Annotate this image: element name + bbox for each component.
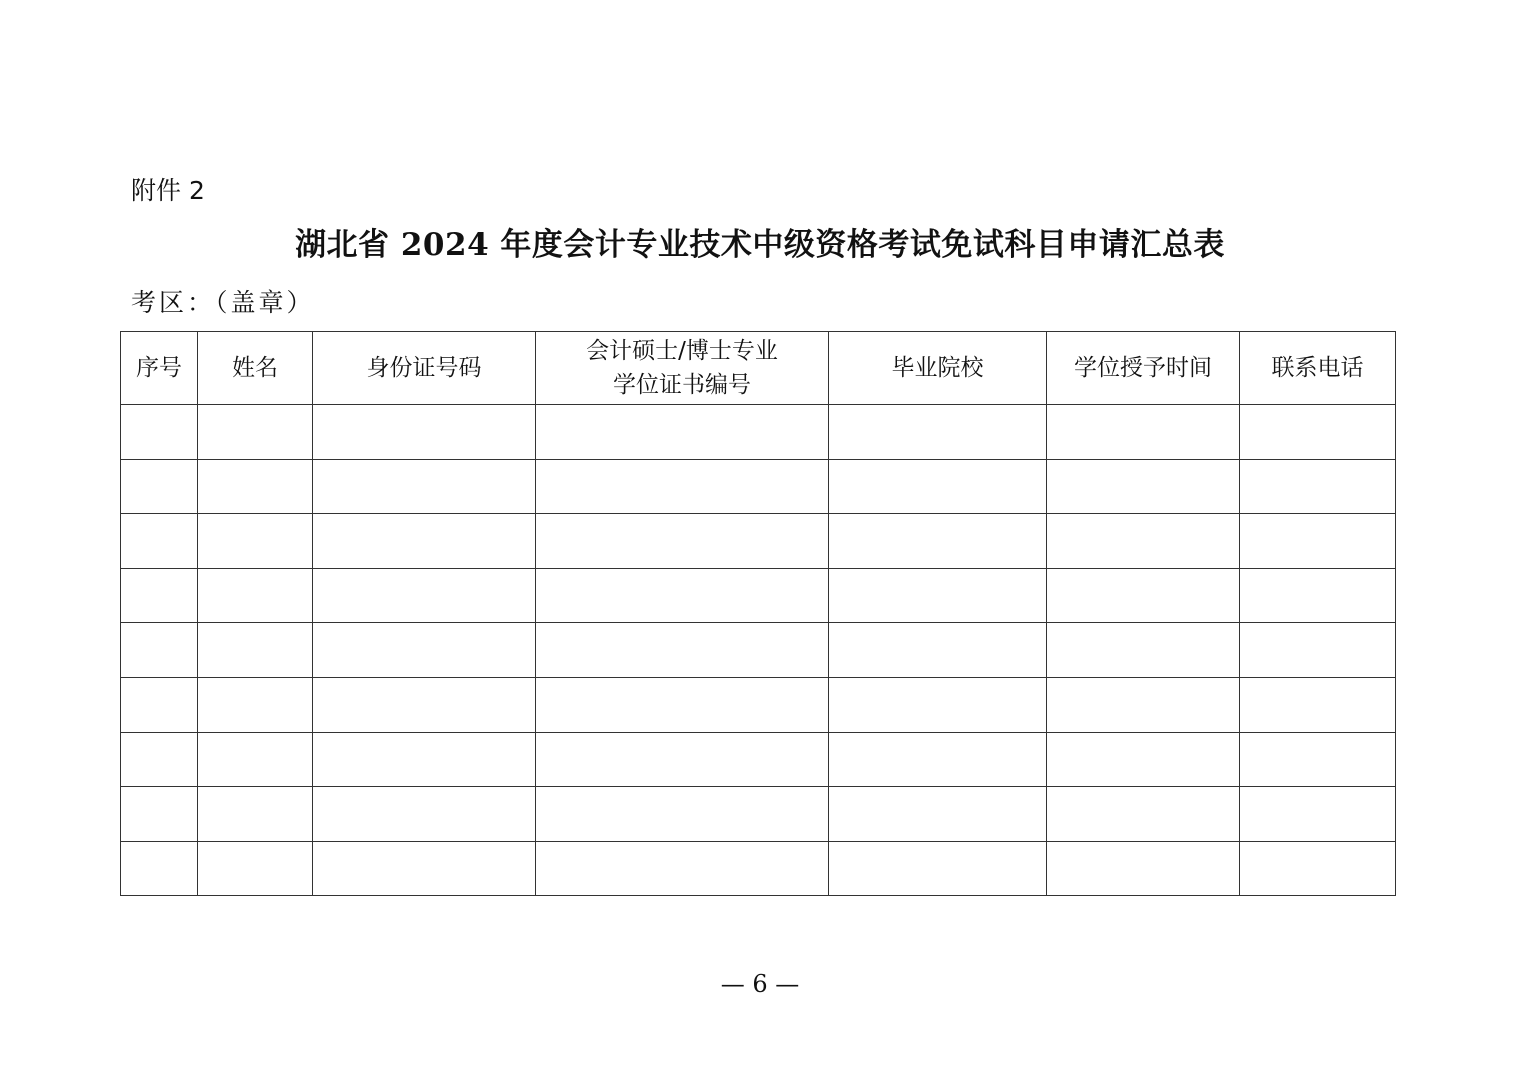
table-cell[interactable] xyxy=(829,514,1047,569)
header-graduate-school: 毕业院校 xyxy=(829,332,1047,405)
table-row xyxy=(121,677,1396,732)
table-cell[interactable] xyxy=(536,732,829,787)
table-cell[interactable] xyxy=(313,459,536,514)
application-summary-table xyxy=(120,331,1396,896)
table-cell[interactable] xyxy=(121,623,198,678)
table-cell[interactable] xyxy=(1240,677,1396,732)
table-cell[interactable] xyxy=(536,623,829,678)
table-row xyxy=(121,459,1396,514)
table-cell[interactable] xyxy=(1047,787,1240,842)
table-cell[interactable] xyxy=(313,841,536,896)
table-cell[interactable] xyxy=(536,841,829,896)
table-cell[interactable] xyxy=(536,677,829,732)
table-cell[interactable] xyxy=(121,787,198,842)
table-cell[interactable] xyxy=(1047,568,1240,623)
table-row xyxy=(121,732,1396,787)
table-cell[interactable] xyxy=(121,732,198,787)
table-cell[interactable] xyxy=(198,514,313,569)
table-cell[interactable] xyxy=(121,677,198,732)
header-id-number: 身份证号码 xyxy=(313,332,536,405)
table-header-row xyxy=(121,332,1396,405)
table-cell[interactable] xyxy=(536,459,829,514)
table-cell[interactable] xyxy=(829,623,1047,678)
table-cell[interactable] xyxy=(1240,459,1396,514)
table-cell[interactable] xyxy=(829,459,1047,514)
table-cell[interactable] xyxy=(829,405,1047,460)
table-cell[interactable] xyxy=(121,568,198,623)
table-cell[interactable] xyxy=(1047,623,1240,678)
header-degree-award-date: 学位授予时间 xyxy=(1047,332,1240,405)
header-contact-phone: 联系电话 xyxy=(1240,332,1396,405)
table-cell[interactable] xyxy=(1047,732,1240,787)
table-body xyxy=(121,405,1396,896)
table-cell[interactable] xyxy=(198,732,313,787)
table-cell[interactable] xyxy=(313,568,536,623)
table-row xyxy=(121,841,1396,896)
region-seal-label: 考区：（盖章） xyxy=(131,288,315,317)
table-cell[interactable] xyxy=(536,568,829,623)
table-cell[interactable] xyxy=(313,405,536,460)
table-cell[interactable] xyxy=(1047,405,1240,460)
document-title: 湖北省 2024 年度会计专业技术中级资格考试免试科目申请汇总表 xyxy=(295,227,1225,263)
table-cell[interactable] xyxy=(198,568,313,623)
table-row xyxy=(121,623,1396,678)
table-cell[interactable] xyxy=(1240,514,1396,569)
table-cell[interactable] xyxy=(121,841,198,896)
table-cell[interactable] xyxy=(536,405,829,460)
table-cell[interactable] xyxy=(198,677,313,732)
table-cell[interactable] xyxy=(313,732,536,787)
table-cell[interactable] xyxy=(121,514,198,569)
table-cell[interactable] xyxy=(198,787,313,842)
header-name: 姓名 xyxy=(198,332,313,405)
table-cell[interactable] xyxy=(313,787,536,842)
table-row xyxy=(121,568,1396,623)
table-cell[interactable] xyxy=(829,841,1047,896)
header-serial-number: 序号 xyxy=(121,332,198,405)
table-cell[interactable] xyxy=(1240,623,1396,678)
table-cell[interactable] xyxy=(1047,677,1240,732)
table-cell[interactable] xyxy=(313,677,536,732)
table-cell[interactable] xyxy=(198,623,313,678)
table-cell[interactable] xyxy=(829,787,1047,842)
table-cell[interactable] xyxy=(1047,514,1240,569)
table-cell[interactable] xyxy=(536,514,829,569)
table-cell[interactable] xyxy=(1240,732,1396,787)
table-row xyxy=(121,405,1396,460)
table-cell[interactable] xyxy=(829,677,1047,732)
table-row xyxy=(121,787,1396,842)
table-row xyxy=(121,514,1396,569)
table-cell[interactable] xyxy=(313,514,536,569)
table-cell[interactable] xyxy=(121,459,198,514)
header-degree-certificate-number: 会计硕士/博士专业 学位证书编号 xyxy=(536,332,829,405)
table-cell[interactable] xyxy=(829,568,1047,623)
table-cell[interactable] xyxy=(536,787,829,842)
table-cell[interactable] xyxy=(198,459,313,514)
attachment-label: 附件 2 xyxy=(131,176,205,205)
table-cell[interactable] xyxy=(1047,841,1240,896)
table-cell[interactable] xyxy=(1240,841,1396,896)
table-cell[interactable] xyxy=(1240,787,1396,842)
table-cell[interactable] xyxy=(198,841,313,896)
page-number: — 6 — xyxy=(720,970,800,998)
table-cell[interactable] xyxy=(121,405,198,460)
table-cell[interactable] xyxy=(1240,405,1396,460)
table-cell[interactable] xyxy=(829,732,1047,787)
table-cell[interactable] xyxy=(1240,568,1396,623)
table-cell[interactable] xyxy=(313,623,536,678)
table-cell[interactable] xyxy=(1047,459,1240,514)
table-cell[interactable] xyxy=(198,405,313,460)
